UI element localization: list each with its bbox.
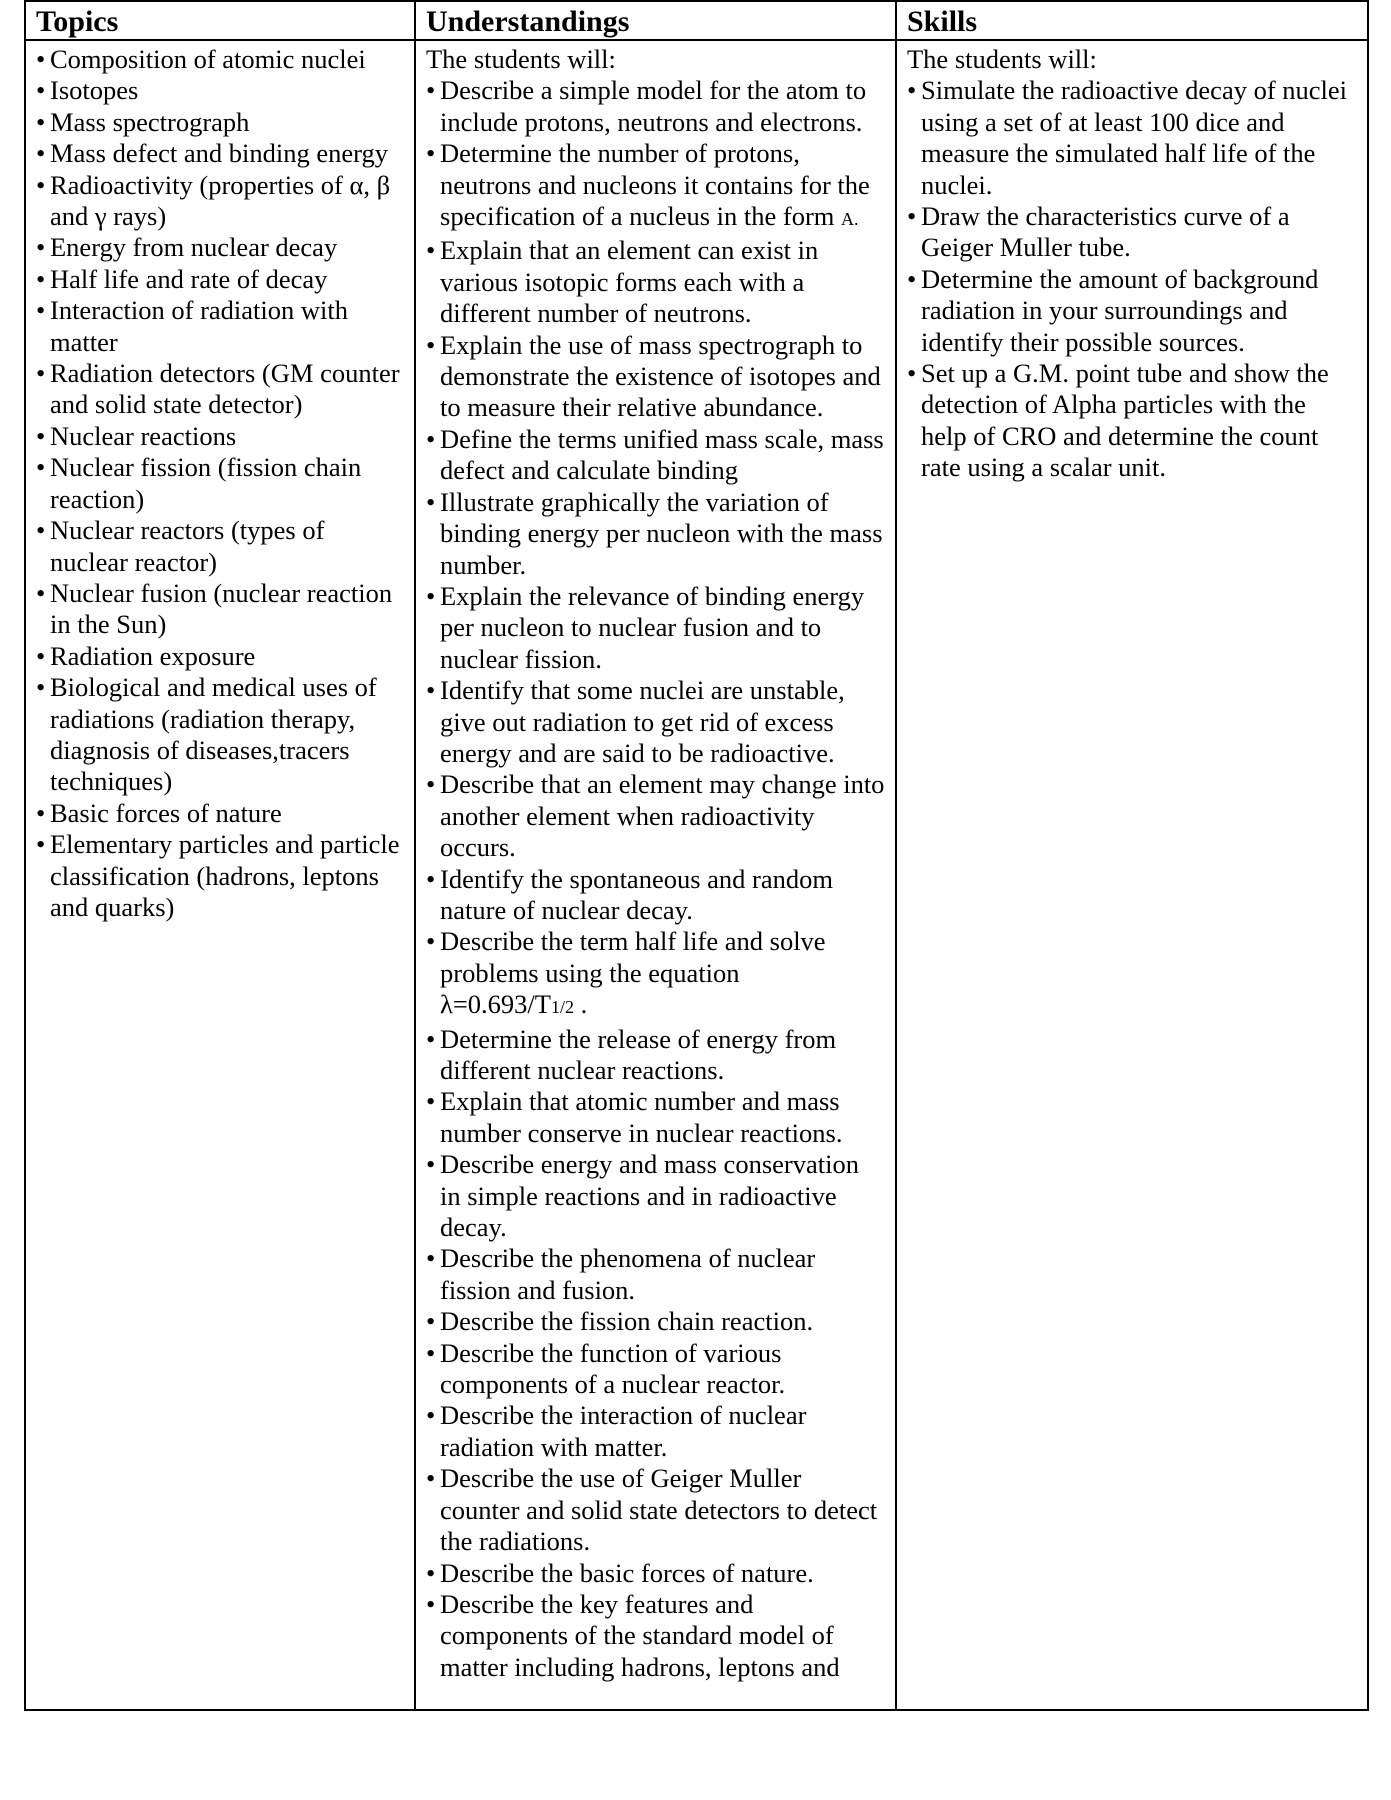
understanding-item: • Describe the function of various components of a nuclear reactor.	[426, 1338, 885, 1401]
understanding-item: • Describe the fission chain reaction.	[426, 1306, 885, 1337]
understanding-item: • Describe the phenomena of nuclear fission and fusion.	[426, 1243, 885, 1306]
topic-item: • Nuclear fission (fission chain reaction)	[36, 452, 404, 515]
understanding-item: • Describe energy and mass conservation in simple reactions and in radioactive decay.	[426, 1149, 885, 1243]
understanding-item: • Describe a simple model for the atom to include protons, neutrons and electrons.	[426, 75, 885, 138]
topics-cell	[25, 40, 415, 1710]
skills-intro: The students will:	[907, 44, 1097, 74]
understanding-item: • Identify that some nuclei are unstable, give out radiation to get rid of excess energy and are said to be radioactive.	[426, 675, 885, 769]
understandings-list	[426, 75, 885, 1683]
skill-item: • Determine the amount of background radiation in your surroundings and identify their possible sources.	[907, 264, 1357, 358]
understanding-item: • Describe the use of Geiger Muller counter and solid state detectors to detect the radiations.	[426, 1463, 885, 1557]
topic-item: • Half life and rate of decay	[36, 264, 404, 295]
topic-item: • Biological and medical uses of radiations (radiation therapy, diagnosis of diseases,tracers techniques)	[36, 672, 404, 798]
understanding-item: • Illustrate graphically the variation of binding energy per nucleon with the mass number.	[426, 487, 885, 581]
understanding-item: • Explain that atomic number and mass number conserve in nuclear reactions.	[426, 1086, 885, 1149]
topic-item: • Energy from nuclear decay	[36, 232, 404, 263]
topic-item: • Mass spectrograph	[36, 107, 404, 138]
understanding-item: • Determine the number of protons, neutrons and nucleons it contains for the specification of a nucleus in the form A.	[426, 138, 885, 235]
skill-item: • Set up a G.M. point tube and show the detection of Alpha particles with the help of CRO and determine the count rate using a scalar unit.	[907, 358, 1357, 484]
topic-item: • Radiation exposure	[36, 641, 404, 672]
content-row	[25, 40, 1368, 1710]
skills-list	[907, 75, 1357, 483]
understanding-item: • Identify the spontaneous and random nature of nuclear decay.	[426, 864, 885, 927]
understandings-header: Understandings	[415, 1, 896, 40]
skills-cell	[896, 40, 1368, 1710]
topic-item: • Nuclear fusion (nuclear reaction in the Sun)	[36, 578, 404, 641]
understanding-item: • Explain that an element can exist in various isotopic forms each with a different number of neutrons.	[426, 235, 885, 329]
half-life-equation: λ=0.693/T	[440, 989, 551, 1020]
topic-item: • Basic forces of nature	[36, 798, 404, 829]
understanding-item: • Describe the key features and components of the standard model of matter including hadrons, leptons and	[426, 1589, 885, 1683]
topic-item: • Composition of atomic nuclei	[36, 44, 404, 75]
skill-item: • Draw the characteristics curve of a Geiger Muller tube.	[907, 201, 1357, 264]
understanding-item: • Describe the term half life and solve problems using the equation λ=0.693/T1/2 .	[426, 926, 885, 1023]
topics-header: Topics	[25, 1, 415, 40]
understanding-item: • Explain the relevance of binding energy per nucleon to nuclear fusion and to nuclear fission.	[426, 581, 885, 675]
topic-item: • Radioactivity (properties of α, β and γ rays)	[36, 170, 404, 233]
topic-item: • Elementary particles and particle classification (hadrons, leptons and quarks)	[36, 829, 404, 923]
topic-item: • Nuclear reactions	[36, 421, 404, 452]
half-life-subscript: 1/2	[550, 997, 574, 1018]
understanding-item: • Describe that an element may change into another element when radioactivity occurs.	[426, 769, 885, 863]
syllabus-table	[24, 0, 1369, 1711]
skills-header: Skills	[896, 1, 1368, 40]
header-row	[25, 1, 1368, 40]
understanding-item: • Determine the release of energy from different nuclear reactions.	[426, 1024, 885, 1087]
understandings-intro: The students will:	[426, 44, 616, 74]
topic-item: • Radiation detectors (GM counter and solid state detector)	[36, 358, 404, 421]
equation-end: .	[573, 989, 588, 1020]
understanding-item: • Explain the use of mass spectrograph to demonstrate the existence of isotopes and to measure their relative abundance.	[426, 330, 885, 424]
topic-item: • Mass defect and binding energy	[36, 138, 404, 169]
topic-item: • Nuclear reactors (types of nuclear reactor)	[36, 515, 404, 578]
understanding-item: • Describe the interaction of nuclear radiation with matter.	[426, 1400, 885, 1463]
topics-list	[36, 44, 404, 923]
topic-item: • Isotopes	[36, 75, 404, 106]
topic-item: • Interaction of radiation with matter	[36, 295, 404, 358]
nucleus-symbol: A.	[841, 209, 859, 230]
understanding-item: • Define the terms unified mass scale, mass defect and calculate binding	[426, 424, 885, 487]
understandings-cell	[415, 40, 896, 1710]
understanding-item: • Describe the basic forces of nature.	[426, 1558, 885, 1589]
skill-item: • Simulate the radioactive decay of nuclei using a set of at least 100 dice and measure the simulated half life of the nuclei.	[907, 75, 1357, 201]
